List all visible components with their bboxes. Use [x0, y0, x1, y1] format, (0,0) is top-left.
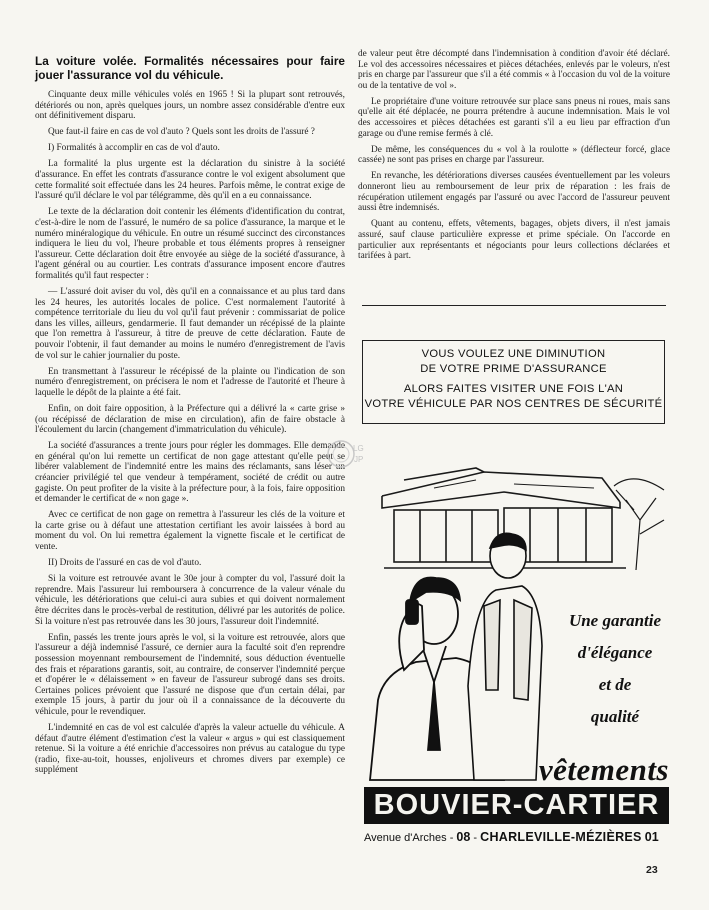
brand-name: BOUVIER-CARTIER [373, 789, 660, 821]
address-separator: - [449, 832, 457, 844]
address-city: CHARLEVILLE-MÉZIÈRES [480, 830, 642, 844]
address-number: 08 [456, 830, 471, 844]
svg-text:JP: JP [354, 455, 364, 464]
paragraph: L'indemnité en cas de vol est calculée d'après la valeur actuelle du véhicule. A défaut d'autre élément d'estimation c'est la valeur « argus » qui est classiquement retenue. Si la voiture a été enrichie d'accessoires non prévus au catalogue du type (radio, fixe-au-toit, housses, enjoliveurs et chromes divers par exemple) ce supplément [35, 722, 345, 776]
clothing-advertisement [364, 450, 669, 850]
article-right-column [358, 49, 670, 267]
svg-text:LG: LG [353, 444, 364, 453]
article-left-column [35, 55, 345, 781]
page-number: 23 [646, 864, 658, 876]
paragraph: Le texte de la déclaration doit contenir les éléments d'identification du contrat, c'est-à-dire le nom de l'assuré, le numéro de sa police d'assurance, la marque et le numéro minéralogique du véhicule. En outre un résumé succinct des circonstances indiquera le lieu du vol, l'heure probable et tous éléments propres à renseigner l'assureur. Cette déclaration doit être envoyée au siège de la société d'assurance, à l'agent général ou au courtier. Les contrats d'assurance imposent encore d'autres formalités qu'il faut respecter : [35, 207, 345, 281]
paragraph: — L'assuré doit aviser du vol, dès qu'il en a connaissance et au plus tard dans les 24 heures, les autorités locales de police. C'est normalement l'autorité à compétence territoriale du lieu du vol qu'il faut prévenir : commissariat de police dans les villes, ailleurs, gendarmerie. Il faut demander un récépissé de la plainte que l'on remettra à l'assureur, à titre de preuve de cette déclaration. Faute de pouvoir l'obtenir, il faut demander au moins le numéro d'enregistrement de l'avis de vol sur le cahier journalier du poste. [35, 287, 345, 361]
paragraph: La formalité la plus urgente est la déclaration du sinistre à la société d'assurance. En effet les contrats d'assurance contre le vol exigent absolument que cette formalité soit effectuée dans les 24 heures. Parfois même, le contrat exige de l'assuré qu'il déclare le vol par télégramme, dès qu'il en a eu connaissance. [35, 159, 345, 202]
promo-line: VOUS VOULEZ UNE DIMINUTION [421, 348, 606, 360]
ad-headline-word: vêtements [538, 752, 669, 787]
paragraph: Enfin, on doit faire opposition, à la Préfecture qui a délivré la « carte grise » (ou récépissé de déclaration de mise en circulation), afin de faire obstacle à l'écoulement du larcin (changement d'immatriculation du véhicule). [35, 403, 345, 436]
stamp-logo-icon [323, 436, 367, 472]
promo-line: DE VOTRE PRIME D'ASSURANCE [420, 362, 607, 375]
promo-line: VOTRE VÉHICULE PAR NOS CENTRES DE SÉCURITÉ [364, 397, 663, 410]
paragraph: de valeur peut être décompté dans l'indemnisation à condition d'avoir été déclaré. Le vol des accessoires nécessaires et pièces détachées, enlevés par le voleurs, n'est pris en charge par l'assureur que s'il a été commis « à l'occasion du vol de la voiture ou de la tentative de vol ». [358, 49, 670, 91]
insurance-promo-box [362, 340, 665, 424]
slogan-line: d'élégance [577, 643, 653, 662]
address-street: Avenue d'Arches [364, 832, 447, 844]
promo-line: ALORS FAITES VISITER UNE FOIS L'AN [403, 383, 624, 395]
paragraph: Quant au contenu, effets, vêtements, bagages, objets divers, il n'est jamais assuré, sauf clause particulière expresse et prime spéciale. On l'accorde en particulier aux représentants et négociants pour leurs collections déclarées et tarifées à part. [358, 219, 670, 262]
slogan-line: qualité [590, 707, 640, 726]
paragraph: Que faut-il faire en cas de vol d'auto ? Quels sont les droits de l'assuré ? [48, 127, 315, 138]
address-separator: - [473, 832, 481, 844]
address-department: 01 [644, 830, 659, 844]
paragraph: Enfin, passés les trente jours après le vol, si la voiture est retrouvée, alors que l'assureur a déjà indemnisé l'assuré, ce dernier aura la faculté soit d'en reprendre possession moyennant remboursement de l'indemnité, sous déduction éventuelle des frais et réparations garantis, soit, au contraire, de conserver l'indemnité perçue et d'opérer le « délaissement » en faveur de l'assureur subrogé dans ses droits. Certaines polices prévoient que l'assuré ne dispose que d'un certain délai, par exemple 15 jours, à partir du jour où il a connaissance de la découverte du véhicule, pour le revendiquer. [35, 632, 345, 717]
store-address [364, 830, 669, 845]
ad-slogan [561, 605, 669, 733]
slogan-line: Une garantie [568, 611, 662, 630]
paragraph: En revanche, les détériorations diverses causées éventuellement par les voleurs donneront lieu au remboursement de leur prix de réparation : les frais de récupération utilement engagés par l'assuré ou avec l'accord de l'assureur peuvent aussi être indemnisés. [358, 171, 670, 214]
section-heading: I) Formalités à accomplir en cas de vol d'auto. [48, 143, 220, 154]
paragraph: De même, les conséquences du « vol à la roulotte » (déflecteur forcé, glace cassée) ne sont pas prises en charge par l'assureur. [358, 144, 670, 166]
paragraph: Avec ce certificat de non gage on remettra à l'assureur les clés de la voiture et la carte grise ou à défaut une attestation certifiant les avoir laissées à bord au moment du vol. On lui remettra également la vignette fiscale et le certificat de vente. [35, 510, 345, 553]
paragraph: La société d'assurances a trente jours pour régler les dommages. Elle demande en général qu'on lui remette un certificat de non gage attestant qu'elle peut se libérer valablement de l'indemnité entre les mains des réclamants, sans léser un créancier privilégié tel que vendeur à tempérament, société de crédit ou autre gagiste. On peut profiter de la visite à la préfecture pour, à la fois, faire opposition et demander le certificat de « non gage ». [35, 441, 345, 505]
article-title: La voiture volée. Formalités nécessaires pour faire jouer l'assurance vol du véhicule. [35, 54, 345, 82]
paragraph: Cinquante deux mille véhicules volés en 1965 ! Si la plupart sont retrouvés, détériorés ou non, après quelques jours, un nombre assez considérable d'entre eux ont définitivement disparu. [35, 90, 345, 122]
section-heading: II) Droits de l'assuré en cas de vol d'auto. [48, 558, 202, 569]
paragraph: Si la voiture est retrouvée avant le 30e jour à compter du vol, l'assuré doit la reprendre. Mais l'assureur lui remboursera à concurrence de la valeur vénale du véhicule, les détériorations que celui-ci aura subies et qui doivent normalement être décrites dans le procès-verbal de restitution, délivré par les autorités de police. Si la voiture n'est pas retrouvée dans les 30 jours, l'assureur doit l'indemnité. [35, 574, 345, 627]
section-divider [362, 305, 666, 306]
paragraph: En transmettant à l'assureur le récépissé de la plainte ou l'indication de son numéro d'enregistrement, on précisera le nom et l'adresse de l'autorité et l'heure à laquelle le dépôt de la plainte a été fait. [35, 366, 345, 398]
slogan-line: et de [598, 675, 632, 694]
paragraph: Le propriétaire d'une voiture retrouvée sur place sans pneus ni roues, mais sans qu'elle ait été déplacée, ne pourra prétendre à aucune indemnisation. Mais le vol des accessoires et pièces détachées est garanti s'il a eu lieu par effraction d'un garage ou d'une remise fermés à clé. [358, 96, 670, 139]
